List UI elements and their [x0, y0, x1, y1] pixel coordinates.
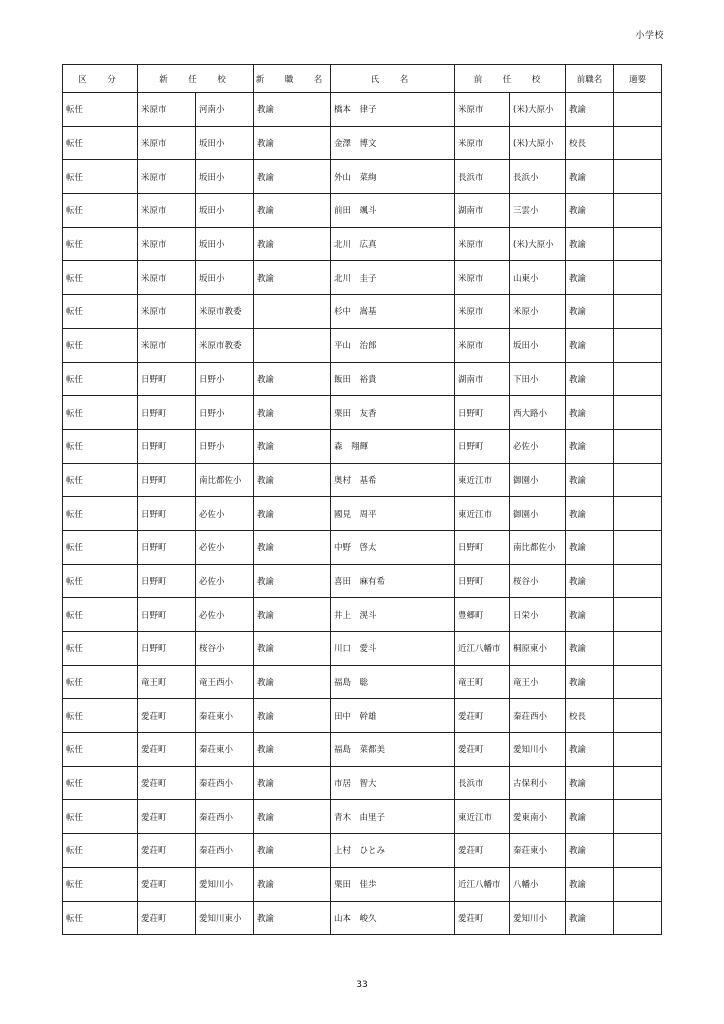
cell-new-school: 坂田小: [196, 227, 254, 261]
cell-category: 転任: [63, 530, 138, 564]
table-row: [63, 766, 662, 800]
cell-name: 上村 ひとみ: [331, 834, 455, 868]
cell-previous-area: 米原市: [455, 261, 510, 295]
cell-new-area: 日野町: [138, 463, 196, 497]
cell-new-area: 愛荘町: [138, 766, 196, 800]
cell-previous-school: 桜谷小: [510, 564, 566, 598]
cell-new-position: 教諭: [254, 632, 331, 666]
cell-category: 転任: [63, 497, 138, 531]
cell-new-position: 教諭: [254, 429, 331, 463]
cell-previous-position: 教諭: [566, 362, 614, 396]
cell-new-school: 坂田小: [196, 261, 254, 295]
cell-new-area: 米原市: [138, 328, 196, 362]
cell-previous-position: 教諭: [566, 665, 614, 699]
cell-category: 転任: [63, 429, 138, 463]
table-row: [63, 362, 662, 396]
cell-category: 転任: [63, 834, 138, 868]
cell-name: 山本 峻久: [331, 901, 455, 935]
cell-category: 転任: [63, 328, 138, 362]
cell-previous-area: 湖南市: [455, 194, 510, 228]
cell-new-position: 教諭: [254, 362, 331, 396]
cell-new-area: 愛荘町: [138, 901, 196, 935]
cell-remarks: [614, 295, 662, 329]
cell-previous-position: 校長: [566, 126, 614, 160]
cell-previous-area: 米原市: [455, 93, 510, 127]
cell-previous-position: 校長: [566, 699, 614, 733]
cell-remarks: [614, 328, 662, 362]
cell-previous-position: 教諭: [566, 93, 614, 127]
cell-new-position: 教諭: [254, 126, 331, 160]
cell-previous-area: 愛荘町: [455, 733, 510, 767]
cell-previous-area: 豊郷町: [455, 598, 510, 632]
cell-category: 転任: [63, 901, 138, 935]
cell-previous-school: 秦荘東小: [510, 834, 566, 868]
cell-name: 杉中 嵩基: [331, 295, 455, 329]
cell-previous-school: 愛知川小: [510, 733, 566, 767]
cell-previous-school: 御園小: [510, 497, 566, 531]
cell-remarks: [614, 362, 662, 396]
cell-previous-position: 教諭: [566, 261, 614, 295]
cell-new-position: 教諭: [254, 800, 331, 834]
cell-new-position: [254, 328, 331, 362]
cell-remarks: [614, 463, 662, 497]
cell-previous-area: 日野町: [455, 396, 510, 430]
cell-previous-position: 教諭: [566, 497, 614, 531]
cell-category: 転任: [63, 867, 138, 901]
cell-new-school: 必佐小: [196, 530, 254, 564]
cell-new-school: 必佐小: [196, 497, 254, 531]
table-row: [63, 530, 662, 564]
cell-remarks: [614, 530, 662, 564]
cell-previous-school: 米原小: [510, 295, 566, 329]
cell-new-position: 教諭: [254, 497, 331, 531]
cell-new-position: 教諭: [254, 530, 331, 564]
cell-name: 栗田 友香: [331, 396, 455, 430]
cell-new-area: 日野町: [138, 362, 196, 396]
cell-previous-school: 三雲小: [510, 194, 566, 228]
cell-previous-area: 近江八幡市: [455, 867, 510, 901]
cell-new-area: 米原市: [138, 160, 196, 194]
header-name: 氏 名: [331, 65, 455, 93]
cell-category: 転任: [63, 261, 138, 295]
cell-new-position: 教諭: [254, 665, 331, 699]
header-category: 区 分: [63, 65, 138, 93]
cell-remarks: [614, 699, 662, 733]
page-number: 33: [356, 980, 368, 990]
table-row: [63, 901, 662, 935]
cell-category: 転任: [63, 362, 138, 396]
cell-remarks: [614, 429, 662, 463]
table-row: [63, 800, 662, 834]
cell-name: 井上 滉斗: [331, 598, 455, 632]
table-row: [63, 396, 662, 430]
cell-new-area: 日野町: [138, 396, 196, 430]
cell-category: 転任: [63, 665, 138, 699]
cell-name: 田中 幹雄: [331, 699, 455, 733]
cell-previous-position: 教諭: [566, 295, 614, 329]
cell-remarks: [614, 733, 662, 767]
cell-previous-area: 米原市: [455, 328, 510, 362]
cell-new-school: 坂田小: [196, 126, 254, 160]
cell-new-position: 教諭: [254, 564, 331, 598]
cell-previous-area: 米原市: [455, 227, 510, 261]
cell-new-position: 教諭: [254, 733, 331, 767]
cell-new-position: 教諭: [254, 93, 331, 127]
cell-new-school: 必佐小: [196, 564, 254, 598]
cell-name: 森 翔輝: [331, 429, 455, 463]
cell-new-area: 日野町: [138, 564, 196, 598]
cell-category: 転任: [63, 396, 138, 430]
cell-category: 転任: [63, 194, 138, 228]
cell-category: 転任: [63, 295, 138, 329]
table-row: [63, 429, 662, 463]
cell-new-school: 秦荘東小: [196, 733, 254, 767]
header-new-position: 新 職 名: [254, 65, 331, 93]
cell-new-school: 竜王西小: [196, 665, 254, 699]
cell-new-area: 米原市: [138, 227, 196, 261]
cell-remarks: [614, 126, 662, 160]
cell-name: 飯田 裕貴: [331, 362, 455, 396]
cell-previous-school: 愛知川小: [510, 901, 566, 935]
cell-new-school: 日野小: [196, 429, 254, 463]
header-previous-school: 前 任 校: [455, 65, 566, 93]
cell-new-school: 坂田小: [196, 194, 254, 228]
cell-new-school: 米原市教委: [196, 328, 254, 362]
cell-remarks: [614, 834, 662, 868]
cell-new-position: 教諭: [254, 766, 331, 800]
cell-previous-area: 日野町: [455, 564, 510, 598]
cell-new-area: 日野町: [138, 632, 196, 666]
cell-previous-position: 教諭: [566, 598, 614, 632]
table-row: [63, 93, 662, 127]
cell-new-school: 愛知川小: [196, 867, 254, 901]
header-remarks: 適要: [614, 65, 662, 93]
cell-previous-area: 米原市: [455, 126, 510, 160]
cell-previous-position: 教諭: [566, 463, 614, 497]
cell-name: 栗田 佳歩: [331, 867, 455, 901]
cell-name: 福島 聡: [331, 665, 455, 699]
cell-remarks: [614, 227, 662, 261]
cell-previous-position: 教諭: [566, 328, 614, 362]
table-row: [63, 261, 662, 295]
cell-new-school: 愛知川東小: [196, 901, 254, 935]
table-row: [63, 227, 662, 261]
cell-previous-position: 教諭: [566, 834, 614, 868]
cell-new-school: 米原市教委: [196, 295, 254, 329]
cell-name: 青木 由里子: [331, 800, 455, 834]
cell-new-area: 愛荘町: [138, 800, 196, 834]
table-row: [63, 295, 662, 329]
cell-previous-area: 湖南市: [455, 362, 510, 396]
table-row: [63, 632, 662, 666]
cell-previous-school: 古保利小: [510, 766, 566, 800]
cell-remarks: [614, 564, 662, 598]
table-row: [63, 834, 662, 868]
cell-new-school: 秦荘西小: [196, 766, 254, 800]
cell-previous-school: 西大路小: [510, 396, 566, 430]
cell-previous-area: 日野町: [455, 530, 510, 564]
cell-previous-school: 桐原東小: [510, 632, 566, 666]
cell-previous-school: 必佐小: [510, 429, 566, 463]
cell-new-school: 坂田小: [196, 160, 254, 194]
cell-name: 喜田 麻有希: [331, 564, 455, 598]
table-row: [63, 160, 662, 194]
cell-new-school: 秦荘東小: [196, 699, 254, 733]
table-row: [63, 497, 662, 531]
cell-new-area: 米原市: [138, 194, 196, 228]
cell-name: 奥村 基希: [331, 463, 455, 497]
cell-new-school: 南比都佐小: [196, 463, 254, 497]
cell-new-area: 米原市: [138, 261, 196, 295]
table-row: [63, 126, 662, 160]
cell-new-area: 米原市: [138, 93, 196, 127]
cell-remarks: [614, 396, 662, 430]
cell-new-area: 愛荘町: [138, 699, 196, 733]
cell-new-area: 愛荘町: [138, 867, 196, 901]
header-previous-position: 前職名: [566, 65, 614, 93]
cell-previous-position: 教諭: [566, 766, 614, 800]
cell-new-position: 教諭: [254, 834, 331, 868]
cell-previous-school: 坂田小: [510, 328, 566, 362]
cell-previous-school: 長浜小: [510, 160, 566, 194]
cell-previous-area: 愛荘町: [455, 901, 510, 935]
cell-new-area: 米原市: [138, 295, 196, 329]
cell-previous-school: 秦荘西小: [510, 699, 566, 733]
table-row: [63, 598, 662, 632]
table-row: [63, 867, 662, 901]
cell-name: 平山 治郎: [331, 328, 455, 362]
cell-previous-area: 愛荘町: [455, 834, 510, 868]
cell-previous-position: 教諭: [566, 564, 614, 598]
cell-name: 北川 広真: [331, 227, 455, 261]
cell-category: 転任: [63, 227, 138, 261]
cell-name: 前田 颯斗: [331, 194, 455, 228]
cell-previous-school: (米)大原小: [510, 227, 566, 261]
cell-name: 北川 圭子: [331, 261, 455, 295]
document-label: 小学校: [635, 31, 664, 41]
cell-previous-area: 東近江市: [455, 497, 510, 531]
cell-category: 転任: [63, 632, 138, 666]
cell-previous-area: 竜王町: [455, 665, 510, 699]
cell-previous-position: 教諭: [566, 632, 614, 666]
cell-previous-position: 教諭: [566, 733, 614, 767]
cell-new-position: [254, 295, 331, 329]
cell-new-position: 教諭: [254, 227, 331, 261]
cell-previous-position: 教諭: [566, 800, 614, 834]
cell-previous-position: 教諭: [566, 227, 614, 261]
cell-remarks: [614, 665, 662, 699]
table-header-row: [63, 65, 662, 93]
cell-name: 國見 周平: [331, 497, 455, 531]
cell-previous-school: 下田小: [510, 362, 566, 396]
cell-new-area: 日野町: [138, 497, 196, 531]
cell-previous-position: 教諭: [566, 194, 614, 228]
cell-new-school: 日野小: [196, 362, 254, 396]
cell-previous-school: 竜王小: [510, 665, 566, 699]
cell-category: 転任: [63, 564, 138, 598]
cell-new-area: 米原市: [138, 126, 196, 160]
cell-new-school: 秦荘西小: [196, 834, 254, 868]
cell-category: 転任: [63, 699, 138, 733]
cell-category: 転任: [63, 766, 138, 800]
cell-previous-school: 山東小: [510, 261, 566, 295]
cell-category: 転任: [63, 126, 138, 160]
cell-new-area: 竜王町: [138, 665, 196, 699]
cell-new-position: 教諭: [254, 901, 331, 935]
cell-name: 市居 智大: [331, 766, 455, 800]
cell-remarks: [614, 160, 662, 194]
cell-previous-area: 愛荘町: [455, 699, 510, 733]
cell-new-position: 教諭: [254, 261, 331, 295]
cell-category: 転任: [63, 463, 138, 497]
cell-previous-area: 東近江市: [455, 800, 510, 834]
cell-new-school: 日野小: [196, 396, 254, 430]
cell-new-position: 教諭: [254, 396, 331, 430]
cell-name: 橋本 律子: [331, 93, 455, 127]
cell-previous-area: 近江八幡市: [455, 632, 510, 666]
cell-category: 転任: [63, 598, 138, 632]
cell-name: 福島 菜都美: [331, 733, 455, 767]
cell-previous-position: 教諭: [566, 396, 614, 430]
cell-remarks: [614, 632, 662, 666]
table-row: [63, 564, 662, 598]
cell-remarks: [614, 766, 662, 800]
cell-remarks: [614, 497, 662, 531]
table-body: [63, 93, 662, 935]
cell-name: 川口 愛斗: [331, 632, 455, 666]
cell-previous-school: 御園小: [510, 463, 566, 497]
cell-new-area: 日野町: [138, 429, 196, 463]
cell-previous-school: (米)大原小: [510, 126, 566, 160]
cell-previous-school: (米)大原小: [510, 93, 566, 127]
cell-previous-area: 長浜市: [455, 766, 510, 800]
cell-new-area: 日野町: [138, 598, 196, 632]
cell-remarks: [614, 598, 662, 632]
header-new-school: 新 任 校: [138, 65, 254, 93]
cell-new-school: 桜谷小: [196, 632, 254, 666]
cell-previous-school: 八幡小: [510, 867, 566, 901]
cell-new-school: 河南小: [196, 93, 254, 127]
cell-new-position: 教諭: [254, 598, 331, 632]
cell-category: 転任: [63, 800, 138, 834]
cell-previous-position: 教諭: [566, 160, 614, 194]
cell-remarks: [614, 194, 662, 228]
cell-previous-position: 教諭: [566, 901, 614, 935]
table-row: [63, 699, 662, 733]
cell-category: 転任: [63, 733, 138, 767]
cell-previous-area: 日野町: [455, 429, 510, 463]
cell-new-position: 教諭: [254, 867, 331, 901]
cell-remarks: [614, 93, 662, 127]
cell-previous-area: 東近江市: [455, 463, 510, 497]
cell-new-school: 必佐小: [196, 598, 254, 632]
cell-category: 転任: [63, 93, 138, 127]
cell-new-position: 教諭: [254, 194, 331, 228]
cell-new-position: 教諭: [254, 699, 331, 733]
cell-remarks: [614, 800, 662, 834]
cell-previous-school: 日栄小: [510, 598, 566, 632]
table-row: [63, 665, 662, 699]
cell-previous-position: 教諭: [566, 429, 614, 463]
cell-new-school: 秦荘西小: [196, 800, 254, 834]
cell-previous-area: 長浜市: [455, 160, 510, 194]
cell-previous-area: 米原市: [455, 295, 510, 329]
cell-new-area: 日野町: [138, 530, 196, 564]
cell-name: 金澤 博文: [331, 126, 455, 160]
cell-previous-school: 愛東南小: [510, 800, 566, 834]
cell-previous-position: 教諭: [566, 530, 614, 564]
table-row: [63, 328, 662, 362]
cell-name: 中野 啓太: [331, 530, 455, 564]
table-row: [63, 733, 662, 767]
cell-remarks: [614, 901, 662, 935]
cell-remarks: [614, 867, 662, 901]
cell-new-area: 愛荘町: [138, 834, 196, 868]
personnel-table: [62, 64, 662, 935]
cell-previous-school: 南比都佐小: [510, 530, 566, 564]
table-row: [63, 194, 662, 228]
cell-new-position: 教諭: [254, 463, 331, 497]
cell-name: 外山 菜絢: [331, 160, 455, 194]
table-row: [63, 463, 662, 497]
cell-new-area: 愛荘町: [138, 733, 196, 767]
cell-category: 転任: [63, 160, 138, 194]
cell-new-position: 教諭: [254, 160, 331, 194]
cell-previous-position: 教諭: [566, 867, 614, 901]
cell-remarks: [614, 261, 662, 295]
